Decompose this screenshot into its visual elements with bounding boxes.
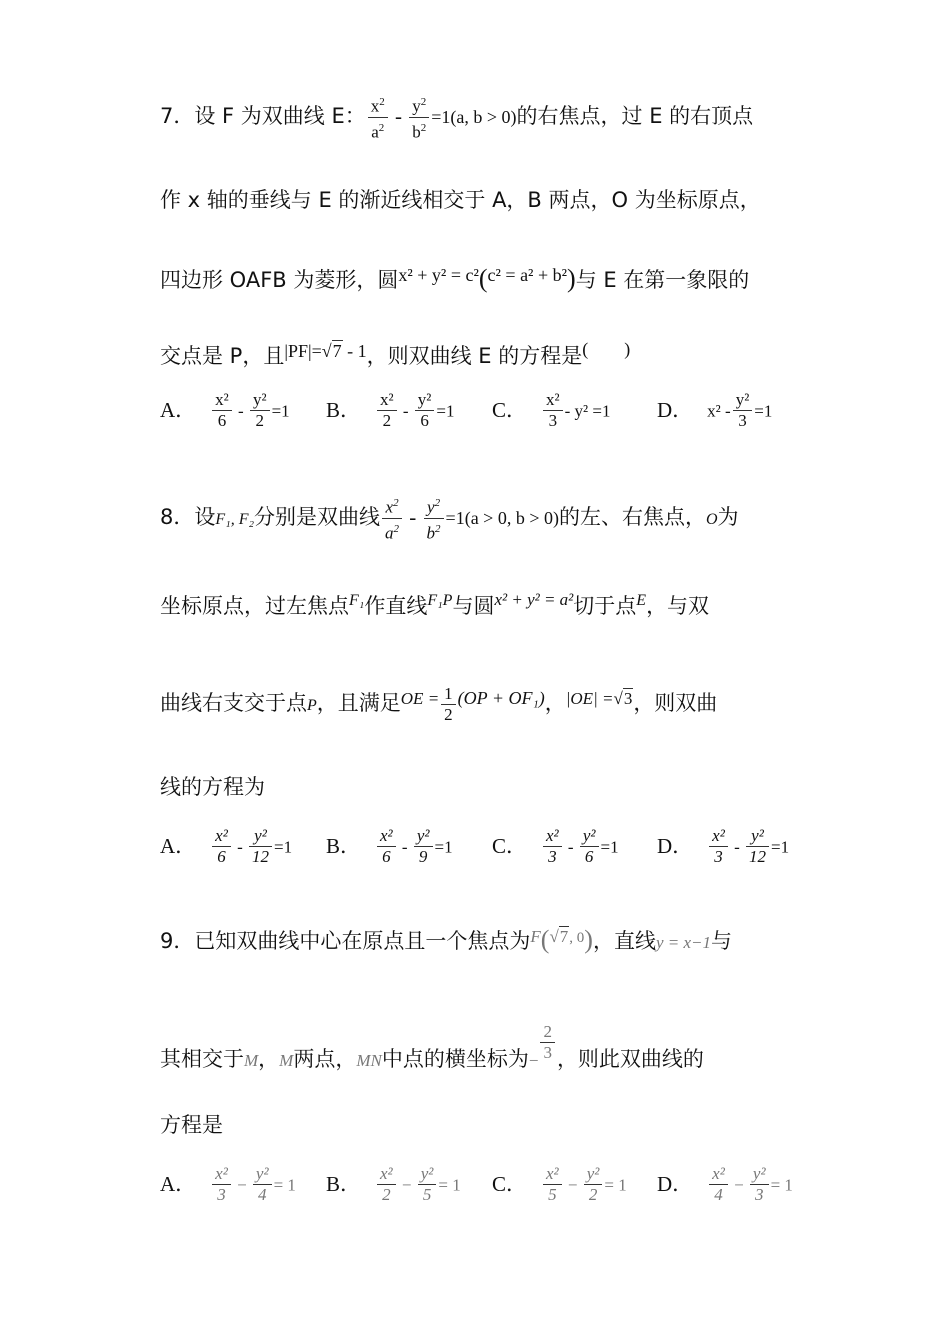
q7-pf: |PF| <box>284 341 312 361</box>
q8-hyp-rhs: =1(a > 0, b > 0) <box>445 508 559 529</box>
q8-frac-x: $\frac{x^2}{a^2}$ <box>382 493 402 543</box>
q7-line-1: 7．设 F 为双曲线 E： $\frac{x^2}{a^2}$ - $\frac{y^2}{b^2}$ =1(a, b > 0)的右焦点，过 E 的右顶点 <box>160 92 753 142</box>
q8-number: 8． <box>160 505 195 530</box>
q9-line-1: 9．已知双曲线中心在原点且一个焦点为$^F$($^{√7, 0}$)，直线y = x−1与 <box>160 925 732 954</box>
q7-circle: x² + y² = c² <box>398 265 479 285</box>
q8-option-b[interactable]: B． $\frac{\text{x²}}{6}$ - $\frac{\text{y²}}{9}$ =1 <box>326 826 453 866</box>
q9-line-3: 方程是 <box>160 1113 223 1137</box>
q7-option-a[interactable]: A． $\frac{\text{x²}}{6}$ - $\frac{\text{y²}}{2}$ =1 <box>160 390 290 430</box>
q8-line-1: 8．设F₁, F₂分别是双曲线 $\frac{x^2}{a^2}$ - $\frac{y^2}{b^2}$ =1(a > 0, b > 0)的左、右焦点，O为 <box>160 493 739 543</box>
q7-sqrt: √7 <box>321 341 342 361</box>
q7-option-d[interactable]: D． x² - $\frac{\text{y²}}{3}$ =1 <box>657 390 773 430</box>
q7-line-2: 作 x 轴的垂线与 E 的渐近线相交于 A，B 两点，O 为坐标原点， <box>160 188 761 212</box>
q9-number: 9． <box>160 929 195 953</box>
q9-option-d[interactable]: D． $\frac{\text{x²}}{4}$ − $\frac{\text{y²}}{3}$ = 1 <box>657 1164 793 1204</box>
q8-vec-inner: (OP + OF₁) <box>457 688 545 708</box>
q8-circle: x² + y² = a² <box>494 590 574 609</box>
q7-option-c[interactable]: C． $\frac{\text{x²}}{3}$ - y² =1 <box>492 390 611 430</box>
q8-option-c[interactable]: C． $\frac{\text{x²}}{3}$ - $\frac{\text{y²}}{6}$ =1 <box>492 826 619 866</box>
q7-hyp-rhs: =1(a, b > 0) <box>431 107 517 128</box>
q9-line-eq: y = x−1 <box>655 933 711 952</box>
q8-line-2: 坐标原点，过左焦点$^{F_1}$作直线$^{F_1P}$与圆$^{x^2 + y^2 = a^2}$切于点$^E$，与双 <box>160 590 710 618</box>
q7-option-b[interactable]: B． $\frac{\text{x²}}{2}$ - $\frac{\text{y²}}{6}$ =1 <box>326 390 455 430</box>
q9-option-a[interactable]: A． $\frac{\text{x²}}{3}$ − $\frac{\text{y²}}{4}$ = 1 <box>160 1164 296 1204</box>
q8-vec-lhs: OE = <box>400 689 440 708</box>
q7-circle-cond: c² = a² + b² <box>487 265 568 285</box>
q8-option-d[interactable]: D． $\frac{\text{x²}}{3}$ - $\frac{\text{y²}}{12}$ =1 <box>657 826 790 866</box>
q7-line-3: 四边形 OAFB 为菱形，圆x² + y² = c²(c² = a² + b²)与 E 在第一象限的 <box>160 264 750 293</box>
q7-frac-x: $\frac{x^2}{a^2}$ <box>368 92 388 142</box>
q9-option-b[interactable]: B． $\frac{\text{x²}}{2}$ − $\frac{\text{y²}}{5}$ = 1 <box>326 1164 461 1204</box>
q9-line-2: 其相交于M，M两点，MN中点的横坐标为− $\frac{2}{3}$ ，则此双曲线的 <box>160 1022 704 1071</box>
q8-line-3: 曲线右支交于点P，且满足$^{OE =}$ $\frac{1}{2}$ (OP + OF₁)，$^{|OE| =√3}$，则双曲 <box>160 683 718 724</box>
q7-number: 7． <box>160 104 195 129</box>
q7-text: 设 F 为双曲线 E： <box>194 104 366 129</box>
q7-frac-y: $\frac{y^2}{b^2}$ <box>409 92 429 142</box>
q9-option-c[interactable]: C． $\frac{\text{x²}}{5}$ − $\frac{\text{y²}}{2}$ = 1 <box>492 1164 627 1204</box>
q8-option-a[interactable]: A． $\frac{\text{x²}}{6}$ - $\frac{\text{y²}}{12}$ =1 <box>160 826 293 866</box>
q7-answer-blank: ( ) <box>582 339 631 359</box>
q8-line-4: 线的方程为 <box>160 775 265 799</box>
q8-oe-abs: |OE| = <box>565 689 614 708</box>
q7-line-4: 交点是 P，且|PF|=√7 - 1，则双曲线 E 的方程是( ) <box>160 339 631 368</box>
q8-foci: F₁, F₂ <box>215 511 255 529</box>
q8-frac-y: $\frac{y^2}{b^2}$ <box>424 493 444 543</box>
